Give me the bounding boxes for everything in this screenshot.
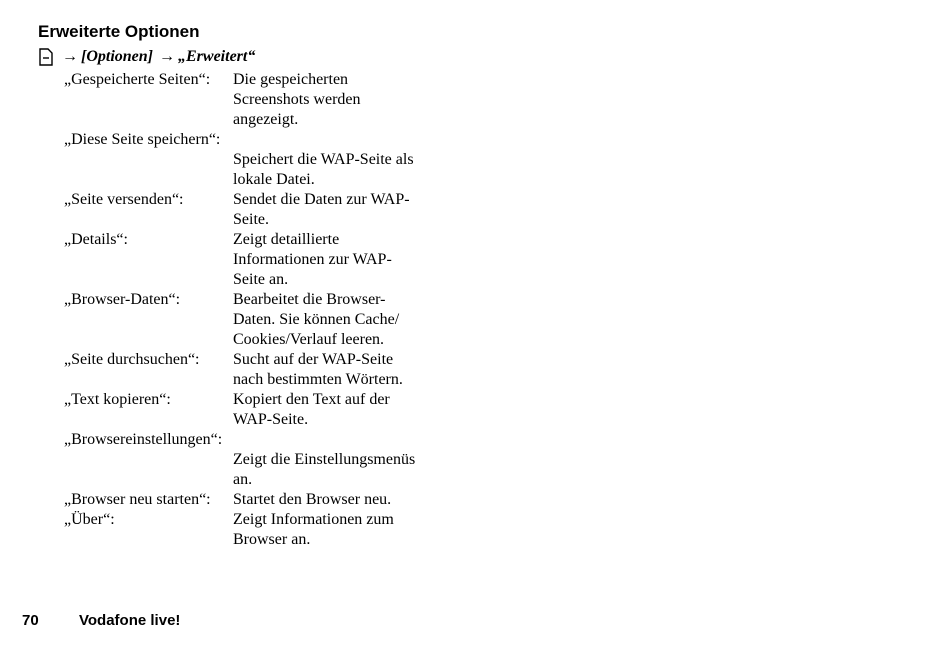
option-term: „Details“: bbox=[64, 231, 128, 248]
option-description: Zeigt detaillierte Informationen zur WAP- Seite an. bbox=[233, 231, 392, 288]
page-number: 70 bbox=[22, 612, 39, 629]
menu-path bbox=[38, 46, 261, 68]
arrow-icon: → bbox=[159, 48, 175, 65]
option-term: „Seite versenden“: bbox=[64, 191, 184, 208]
option-description: Zeigt die Einstellungsmenüs an. bbox=[233, 451, 416, 488]
option-list bbox=[64, 70, 464, 550]
option-term: „Browser-Daten“: bbox=[64, 291, 181, 308]
option-entry bbox=[64, 350, 464, 390]
option-entry bbox=[64, 130, 464, 190]
option-term: „Browser neu starten“: bbox=[64, 491, 211, 508]
option-entry bbox=[64, 290, 464, 350]
option-term: „Diese Seite speichern“: bbox=[64, 131, 221, 148]
path-step-options: [Optionen] bbox=[81, 48, 153, 65]
option-entry bbox=[64, 230, 464, 290]
menu-key-icon bbox=[38, 47, 54, 67]
option-entry bbox=[64, 430, 464, 490]
option-term: „Über“: bbox=[64, 511, 115, 528]
arrow-icon: → bbox=[62, 48, 78, 65]
option-term: „Seite durchsuchen“: bbox=[64, 351, 200, 368]
option-entry bbox=[64, 390, 464, 430]
path-step-advanced: „Erweitert“ bbox=[178, 48, 256, 65]
page-footer bbox=[0, 612, 950, 632]
option-term: „Gespeicherte Seiten“: bbox=[64, 71, 211, 88]
option-description: Zeigt Informationen zum Browser an. bbox=[233, 511, 394, 548]
footer-brand: Vodafone live! bbox=[79, 612, 181, 629]
option-entry bbox=[64, 190, 464, 230]
option-term: „Browsereinstellungen“: bbox=[64, 431, 223, 448]
option-entry bbox=[64, 510, 464, 550]
option-description: Die gespeicherten Screenshots werden angezeigt. bbox=[233, 71, 361, 128]
section-heading: Erweiterte Optionen bbox=[38, 22, 200, 41]
option-description: Sendet die Daten zur WAP- Seite. bbox=[233, 191, 410, 228]
option-description: Speichert die WAP-Seite als lokale Datei. bbox=[233, 151, 414, 188]
option-description: Startet den Browser neu. bbox=[233, 491, 392, 508]
option-entry bbox=[64, 490, 464, 510]
option-term: „Text kopieren“: bbox=[64, 391, 171, 408]
option-description: Kopiert den Text auf der WAP-Seite. bbox=[233, 391, 390, 428]
option-description: Sucht auf der WAP-Seite nach bestimmten Wörtern. bbox=[233, 351, 403, 388]
option-description: Bearbeitet die Browser- Daten. Sie können Cache/ Cookies/Verlauf leeren. bbox=[233, 291, 400, 348]
option-entry bbox=[64, 70, 464, 130]
